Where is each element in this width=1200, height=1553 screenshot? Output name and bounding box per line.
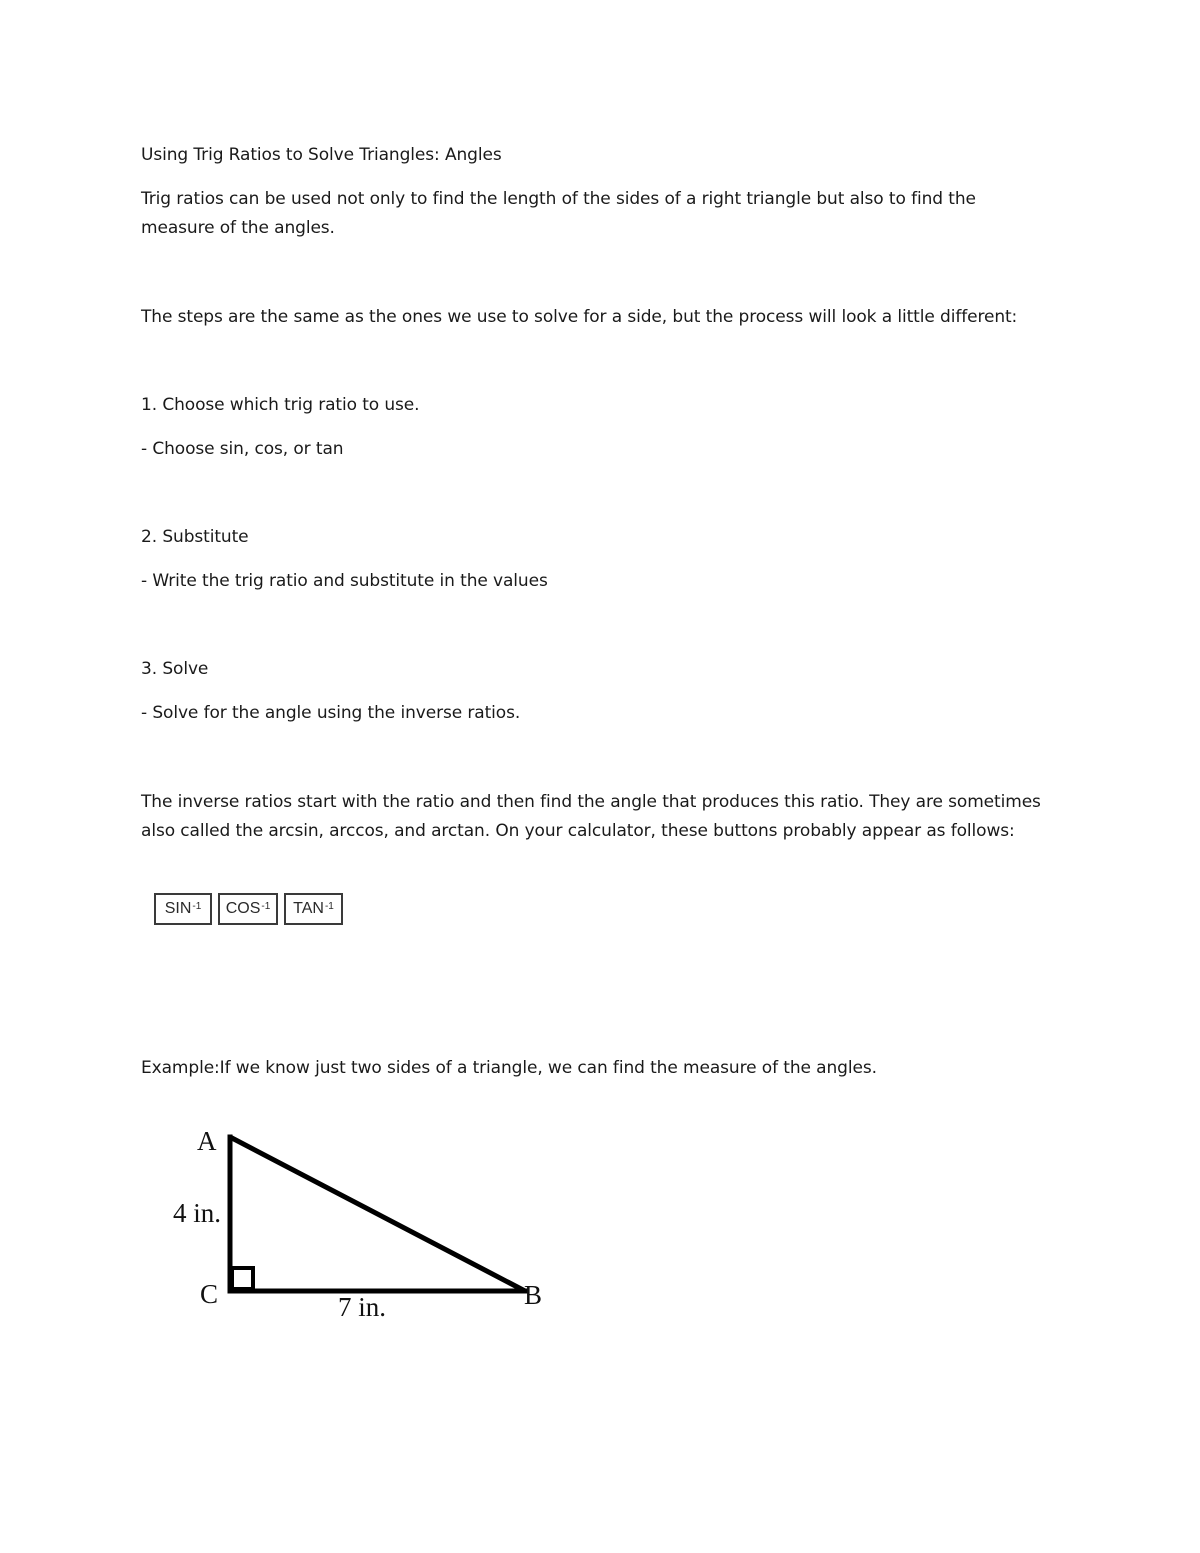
right-angle-marker [232, 1268, 253, 1289]
side-ac-length-label: 4 in. [173, 1198, 222, 1228]
calculator-buttons-figure [154, 893, 343, 925]
step-2-heading: 2. Substitute [141, 527, 249, 547]
right-triangle-diagram [160, 1120, 560, 1330]
sin-inverse-button: SIN $^{-1}$ [154, 893, 212, 925]
step-3-detail: - Solve for the angle using the inverse ratios. [141, 703, 521, 723]
tan-inverse-button: TAN $^{-1}$ [284, 893, 343, 925]
vertex-b-label: B [524, 1280, 543, 1310]
inverse-ratios-paragraph: The inverse ratios start with the ratio and then find the angle that produces this ratio. They are sometimes also called the arcsin, arccos, and arctan. On your calculator, these buttons probably appear as follows: [141, 792, 1041, 841]
step-1-heading: 1. Choose which trig ratio to use. [141, 395, 420, 415]
cos-inverse-button: COS $^{-1}$ [218, 893, 278, 925]
hypotenuse-ab [230, 1137, 525, 1291]
side-cb-length-label: 7 in. [338, 1292, 387, 1322]
document-title: Using Trig Ratios to Solve Triangles: Angles [141, 145, 502, 165]
step-2-detail: - Write the trig ratio and substitute in the values [141, 571, 548, 591]
steps-intro: The steps are the same as the ones we use to solve for a side, but the process will look a little different: [141, 307, 1018, 327]
step-1-detail: - Choose sin, cos, or tan [141, 439, 344, 459]
vertex-c-label: C [200, 1279, 219, 1309]
intro-paragraph: Trig ratios can be used not only to find the length of the sides of a right triangle but also to find the measure of the angles. [141, 189, 976, 238]
step-3-heading: 3. Solve [141, 659, 209, 679]
example-text: Example:If we know just two sides of a triangle, we can find the measure of the angles. [141, 1058, 877, 1078]
vertex-a-label: A [197, 1126, 217, 1156]
